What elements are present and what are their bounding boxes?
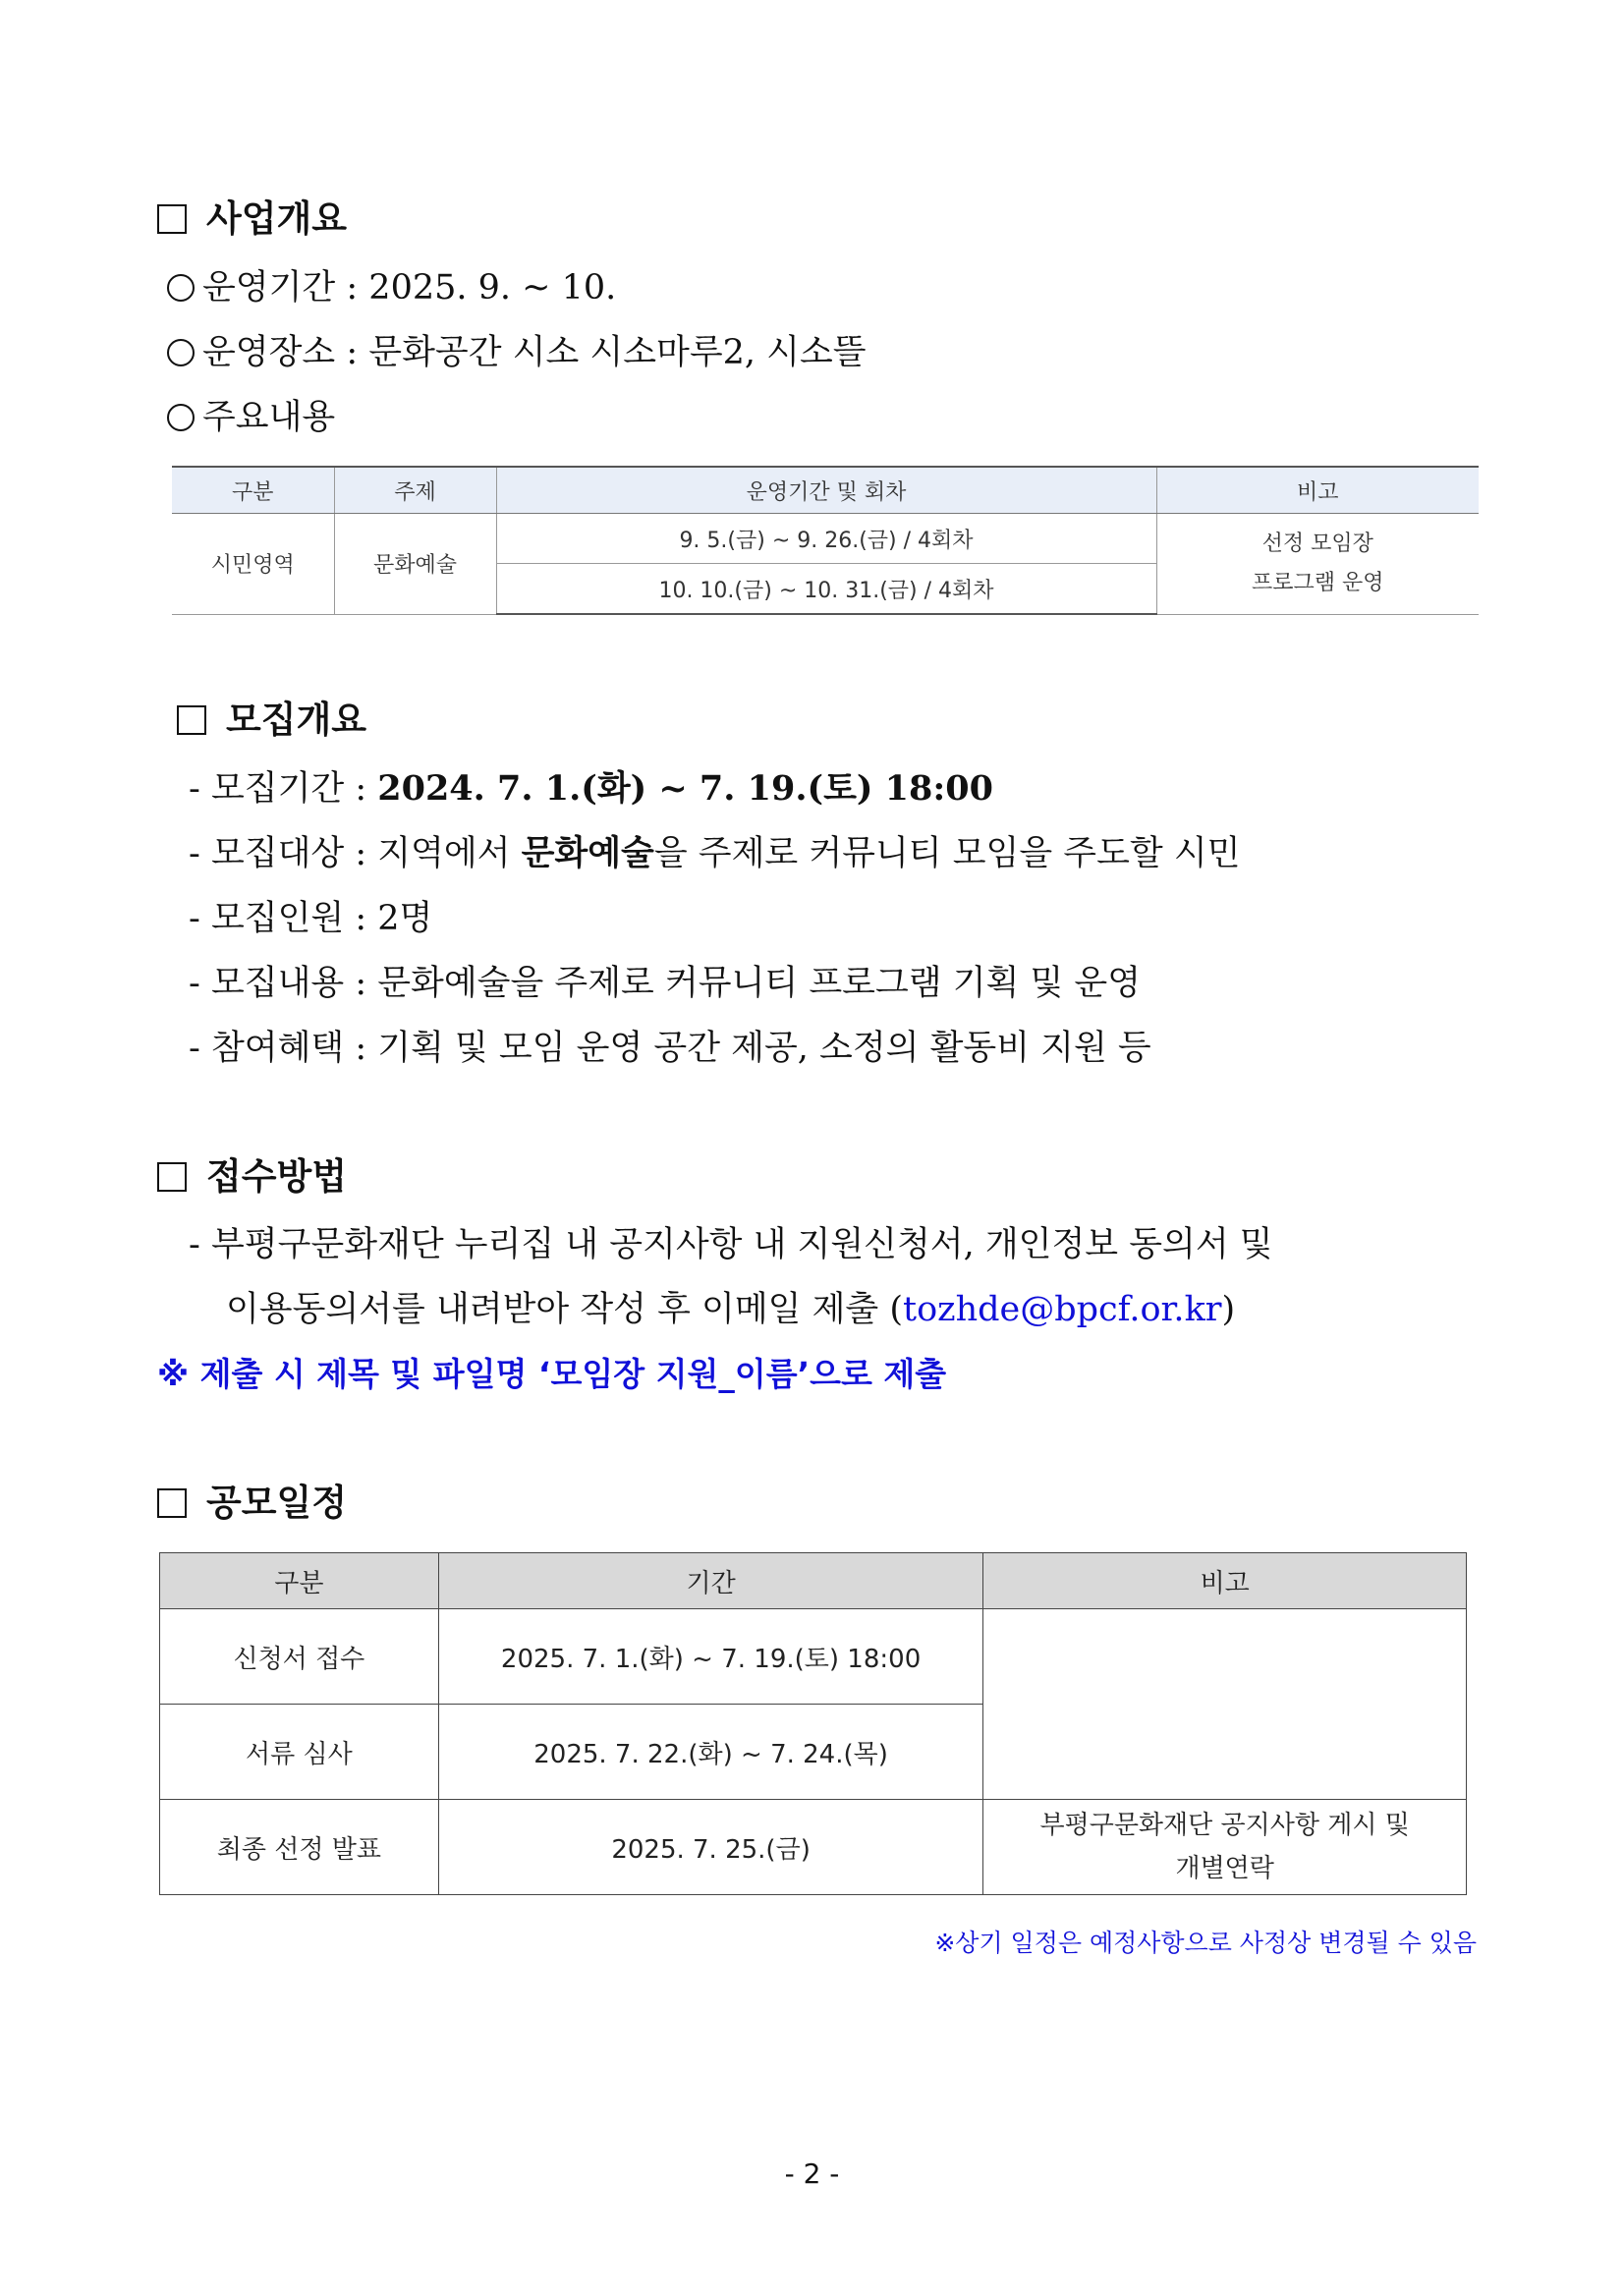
circle-bullet-icon [167,404,195,431]
table-cell-period: 2025. 7. 22.(화) ~ 7. 24.(목) [438,1705,983,1800]
table-header: 비고 [1156,467,1479,514]
overview-item: 운영장소 : 문화공간 시소 시소마루2, 시소뜰 [167,330,867,375]
circle-bullet-icon [167,339,195,366]
table-cell-note: 부평구문화재단 공지사항 게시 및 개별연락 [983,1800,1467,1895]
table-header-row [172,467,1479,514]
section-title: 모집개요 [226,699,366,741]
checkbox-square-icon [157,1162,187,1192]
table-cell-note: 선정 모임장 프로그램 운영 [1156,514,1479,615]
table-cell-topic: 문화예술 [334,514,496,615]
recruit-item: - 모집대상 : 지역에서 문화예술을 주제로 커뮤니티 모임을 주도할 시민 [189,833,1241,873]
table-header: 주제 [334,467,496,514]
table-row [172,514,1479,564]
section-heading-recruit [177,698,366,743]
apply-text: - 부평구문화재단 누리집 내 공지사항 내 지원신청서, 개인정보 동의서 및 [189,1225,1273,1264]
table-cell-period: 9. 5.(금) ~ 9. 26.(금) / 4회차 [496,514,1156,564]
checkbox-square-icon [157,204,187,234]
recruit-item: - 모집기간 : 2024. 7. 1.(화) ~ 7. 19.(토) 18:00 [189,768,993,809]
recruit-item: - 모집내용 : 문화예술을 주제로 커뮤니티 프로그램 기획 및 운영 [189,964,1142,1003]
table-header: 비고 [983,1553,1467,1609]
checkbox-square-icon [157,1488,187,1518]
table-cell-period: 2025. 7. 25.(금) [438,1800,983,1895]
email-link[interactable]: tozhde@bpcf.or.kr [903,1290,1222,1329]
recruit-item: - 모집인원 : 2명 [189,899,433,938]
table-cell-period: 2025. 7. 1.(화) ~ 7. 19.(토) 18:00 [438,1609,983,1705]
table-cell-stage: 최종 선정 발표 [160,1800,439,1895]
overview-item: 주요내용 [167,395,335,440]
submission-notice: ※ 제출 시 제목 및 파일명 ‘모임장 지원_이름’으로 제출 [157,1355,947,1393]
schedule-footnote: ※상기 일정은 예정사항으로 사정상 변경될 수 있음 [934,1929,1477,1957]
table-header: 운영기간 및 회차 [496,467,1156,514]
circle-bullet-icon [167,274,195,302]
section-title: 사업개요 [206,197,347,240]
section-title: 접수방법 [206,1155,347,1198]
table-header: 구분 [160,1553,439,1609]
table-header-row [160,1553,1467,1609]
table-header: 기간 [438,1553,983,1609]
recruit-item: - 참여혜택 : 기획 및 모임 운영 공간 제공, 소정의 활동비 지원 등 [189,1029,1151,1068]
table-row [160,1609,1467,1705]
table-cell-category: 시민영역 [172,514,334,615]
page-number: - 2 - [784,2157,840,2190]
table-row [160,1800,1467,1895]
section-heading-overview [157,196,347,242]
table-cell-stage: 신청서 접수 [160,1609,439,1705]
table-cell-note [983,1609,1467,1800]
section-title: 공모일정 [206,1482,347,1524]
schedule-table [159,1552,1467,1895]
program-table [172,466,1479,615]
table-cell-stage: 서류 심사 [160,1705,439,1800]
section-heading-schedule [157,1481,347,1526]
table-header: 구분 [172,467,334,514]
overview-item: 운영기간 : 2025. 9. ~ 10. [167,265,616,310]
section-heading-apply [157,1154,347,1200]
apply-text: 이용동의서를 내려받아 작성 후 이메일 제출 (tozhde@bpcf.or.kr) [226,1290,1236,1329]
table-cell-period: 10. 10.(금) ~ 10. 31.(금) / 4회차 [496,564,1156,615]
checkbox-square-icon [177,705,206,735]
